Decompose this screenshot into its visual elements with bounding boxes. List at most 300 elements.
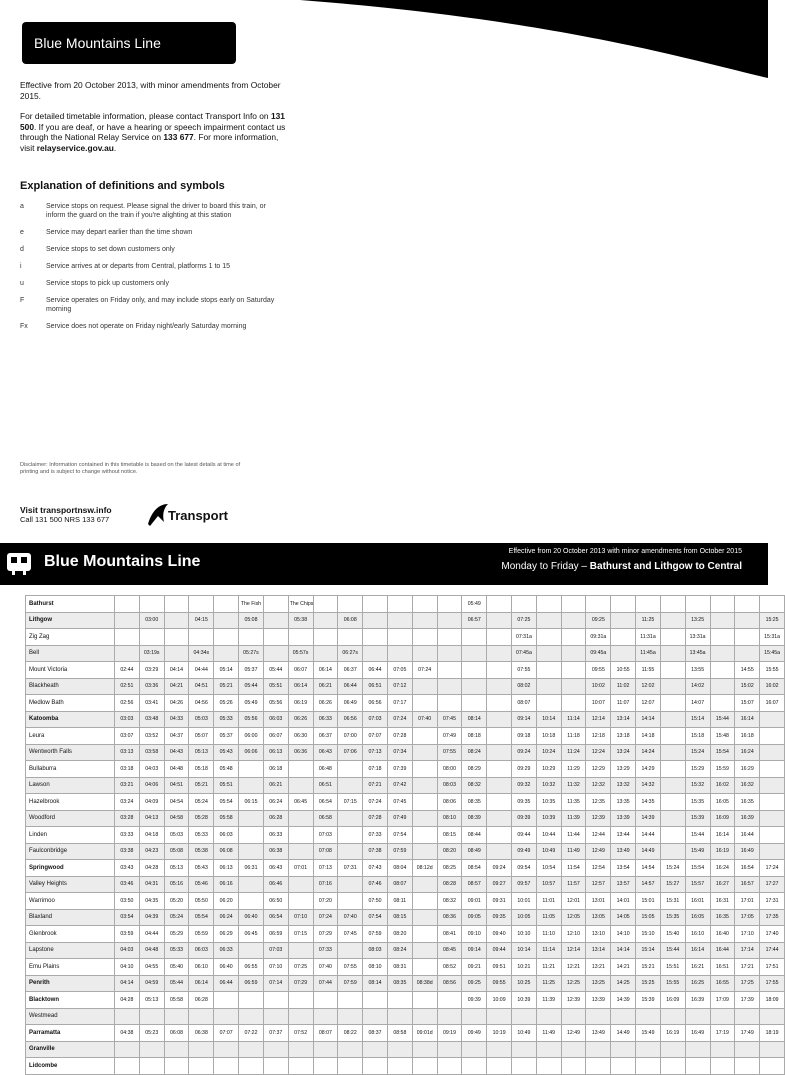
time-cell — [313, 629, 338, 646]
time-cell — [710, 662, 735, 679]
time-cell: 16:29 — [735, 761, 760, 778]
time-cell: 05:27s — [239, 645, 264, 662]
time-cell: 06:45 — [288, 794, 313, 811]
time-cell — [387, 992, 412, 1009]
time-cell: 13:14 — [611, 711, 636, 728]
time-cell: 07:05 — [387, 662, 412, 679]
time-cell: 04:14 — [115, 975, 140, 992]
timetable-row — [26, 662, 785, 679]
time-cell: 06:28 — [263, 810, 288, 827]
time-cell: 10:19 — [487, 1025, 512, 1042]
time-cell — [636, 596, 661, 613]
time-cell: 03:36 — [139, 678, 164, 695]
time-cell: 15:31a — [760, 629, 785, 646]
disclaimer: Disclaimer: Information contained in this timetable is based on the latest details at time of printing and is subject to change without notice. — [20, 462, 241, 475]
time-cell — [214, 645, 239, 662]
time-cell — [487, 662, 512, 679]
time-cell: 08:14 — [462, 711, 487, 728]
time-cell: 12:14 — [561, 942, 586, 959]
time-cell: 10:14 — [536, 711, 561, 728]
time-cell: 05:21 — [214, 678, 239, 695]
time-cell — [487, 645, 512, 662]
time-cell: 07:14 — [263, 975, 288, 992]
time-cell — [189, 1058, 214, 1075]
time-cell — [412, 612, 437, 629]
time-cell: 07:40 — [412, 711, 437, 728]
time-cell: 11:31a — [636, 629, 661, 646]
time-cell: 16:05 — [685, 909, 710, 926]
time-cell — [338, 810, 363, 827]
time-cell: 05:49 — [239, 695, 264, 712]
time-cell: 10:49 — [536, 843, 561, 860]
time-cell — [288, 761, 313, 778]
time-cell: 06:56 — [363, 695, 388, 712]
timetable-row — [26, 827, 785, 844]
time-cell: 07:42 — [387, 777, 412, 794]
time-cell: 11:14 — [536, 942, 561, 959]
time-cell: 06:33 — [263, 827, 288, 844]
time-cell — [363, 1058, 388, 1075]
station-name: Wentworth Falls — [26, 744, 115, 761]
time-cell — [611, 1008, 636, 1025]
time-cell: 08:11 — [387, 893, 412, 910]
subtitle-separator: – — [578, 561, 590, 572]
time-cell: 05:59 — [189, 926, 214, 943]
time-cell: 07:44 — [313, 975, 338, 992]
time-cell — [412, 645, 437, 662]
time-cell — [263, 1041, 288, 1058]
time-cell: 08:00 — [437, 761, 462, 778]
time-cell — [412, 843, 437, 860]
time-cell: 03:00 — [139, 612, 164, 629]
time-cell: 08:18 — [462, 728, 487, 745]
time-cell: 06:20 — [214, 893, 239, 910]
time-cell: 06:21 — [313, 678, 338, 695]
time-cell — [437, 678, 462, 695]
time-cell: 17:49 — [735, 1025, 760, 1042]
definition-symbol: Fx — [20, 323, 28, 330]
time-cell: 17:40 — [760, 926, 785, 943]
time-cell: 16:25 — [685, 975, 710, 992]
time-cell: 07:46 — [363, 876, 388, 893]
time-cell: 07:15 — [288, 926, 313, 943]
time-cell: 06:43 — [313, 744, 338, 761]
time-cell — [288, 992, 313, 1009]
time-cell: 09:32 — [512, 777, 537, 794]
time-cell: 16:40 — [710, 926, 735, 943]
time-cell: 13:57 — [611, 876, 636, 893]
time-cell: 09:44 — [487, 942, 512, 959]
time-cell: 08:35 — [387, 975, 412, 992]
time-cell — [735, 1008, 760, 1025]
time-cell — [115, 596, 140, 613]
time-cell: 08:10 — [437, 810, 462, 827]
time-cell: 06:54 — [263, 909, 288, 926]
time-cell: 07:29 — [288, 975, 313, 992]
cover-title: Blue Mountains Line — [22, 22, 236, 64]
time-cell: 04:21 — [164, 678, 189, 695]
time-cell: 06:14 — [313, 662, 338, 679]
time-cell: 04:03 — [139, 761, 164, 778]
time-cell: 14:44 — [636, 827, 661, 844]
time-cell: 07:03 — [313, 827, 338, 844]
time-cell: 05:57s — [288, 645, 313, 662]
station-name: Katoomba — [26, 711, 115, 728]
time-cell: 06:08 — [338, 612, 363, 629]
time-cell: 11:54 — [561, 860, 586, 877]
time-cell: 15:27 — [660, 876, 685, 893]
time-cell: 06:03 — [189, 942, 214, 959]
effective-date: Effective from 20 October 2013, with minor amendments from October 2015. — [20, 80, 281, 101]
time-cell: 07:28 — [363, 810, 388, 827]
station-name: Hazelbrook — [26, 794, 115, 811]
time-cell — [263, 1058, 288, 1075]
time-cell: 15:24 — [660, 860, 685, 877]
definition-text: Service does not operate on Friday night/early Saturday morning — [46, 323, 247, 330]
time-cell: 08:58 — [387, 1025, 412, 1042]
time-cell — [760, 1008, 785, 1025]
time-cell: 04:35 — [139, 893, 164, 910]
time-cell: 08:24 — [387, 942, 412, 959]
time-cell: 05:43 — [189, 860, 214, 877]
timetable-row — [26, 777, 785, 794]
time-cell — [611, 612, 636, 629]
time-cell: 06:33 — [313, 711, 338, 728]
timetable-row — [26, 975, 785, 992]
time-cell: 04:28 — [115, 992, 140, 1009]
time-cell — [735, 1058, 760, 1075]
timetable-row — [26, 860, 785, 877]
time-cell — [660, 695, 685, 712]
time-cell: 11:07 — [611, 695, 636, 712]
time-cell: 11:39 — [561, 810, 586, 827]
time-cell: 17:55 — [760, 975, 785, 992]
time-cell: 11:39 — [536, 992, 561, 1009]
time-cell: 05:29 — [164, 926, 189, 943]
time-cell — [338, 876, 363, 893]
time-cell: 07:06 — [338, 744, 363, 761]
time-cell: 07:29 — [313, 926, 338, 943]
time-cell: 17:35 — [760, 909, 785, 926]
time-cell: 13:10 — [586, 926, 611, 943]
time-cell: 10:01 — [512, 893, 537, 910]
station-name: Lawson — [26, 777, 115, 794]
station-name: Penrith — [26, 975, 115, 992]
timetable-row — [26, 596, 785, 613]
time-cell — [710, 612, 735, 629]
station-name: Faulconbridge — [26, 843, 115, 860]
time-cell: 09:31a — [586, 629, 611, 646]
time-cell — [586, 1058, 611, 1075]
time-cell: 07:24 — [313, 909, 338, 926]
time-cell: 06:08 — [164, 1025, 189, 1042]
time-cell — [412, 596, 437, 613]
definition-symbol: d — [20, 246, 24, 253]
time-cell: 04:14 — [164, 662, 189, 679]
station-name: Blacktown — [26, 992, 115, 1009]
time-cell: 12:10 — [561, 926, 586, 943]
contact-info — [20, 111, 290, 153]
time-cell: 13:14 — [586, 942, 611, 959]
time-cell — [338, 1008, 363, 1025]
time-cell: 16:14 — [685, 942, 710, 959]
intro-text — [20, 80, 290, 163]
time-cell: 05:08 — [164, 843, 189, 860]
time-cell: 06:18 — [263, 761, 288, 778]
time-cell: 09:31 — [487, 893, 512, 910]
time-cell — [338, 777, 363, 794]
time-cell: 07:31 — [338, 860, 363, 877]
timetable-row — [26, 1041, 785, 1058]
time-cell: 10:05 — [512, 909, 537, 926]
time-cell: 02:44 — [115, 662, 140, 679]
definitions-heading: Explanation of definitions and symbols — [20, 180, 225, 192]
time-cell — [139, 629, 164, 646]
time-cell — [164, 1008, 189, 1025]
time-cell: 15:32 — [685, 777, 710, 794]
time-cell: 14:57 — [636, 876, 661, 893]
time-cell: 07:24 — [363, 794, 388, 811]
time-cell: 16:19 — [660, 1025, 685, 1042]
time-cell: 07:21 — [363, 777, 388, 794]
definition-item — [20, 262, 300, 271]
time-cell — [437, 629, 462, 646]
time-cell: 10:02 — [586, 678, 611, 695]
time-cell — [164, 645, 189, 662]
timetable-row — [26, 1058, 785, 1075]
time-cell — [263, 1008, 288, 1025]
time-cell — [462, 1058, 487, 1075]
time-cell — [239, 992, 264, 1009]
time-cell: 14:32 — [636, 777, 661, 794]
time-cell: 11:01 — [536, 893, 561, 910]
time-cell: 09:14 — [512, 711, 537, 728]
time-cell: 16:05 — [710, 794, 735, 811]
contact-tail: . — [113, 142, 117, 153]
time-cell: 17:51 — [760, 959, 785, 976]
timetable-row — [26, 1008, 785, 1025]
time-cell: 16:39 — [735, 810, 760, 827]
time-cell: 13:32 — [611, 777, 636, 794]
time-cell: 10:49 — [512, 1025, 537, 1042]
definition-symbol: F — [20, 297, 25, 304]
time-cell: 16:44 — [710, 942, 735, 959]
time-cell — [561, 596, 586, 613]
time-cell: 06:19 — [288, 695, 313, 712]
time-cell — [338, 942, 363, 959]
time-cell: 15:01 — [636, 893, 661, 910]
time-cell — [214, 992, 239, 1009]
time-cell — [288, 827, 313, 844]
time-cell: 07:07 — [363, 728, 388, 745]
time-cell — [412, 777, 437, 794]
time-cell — [139, 596, 164, 613]
time-cell: 05:23 — [139, 1025, 164, 1042]
time-cell — [338, 761, 363, 778]
time-cell — [760, 843, 785, 860]
time-cell — [363, 1008, 388, 1025]
time-cell: 05:07 — [189, 728, 214, 745]
time-cell — [487, 744, 512, 761]
time-cell: 11:49 — [536, 1025, 561, 1042]
time-cell: 15:10 — [636, 926, 661, 943]
time-cell — [263, 992, 288, 1009]
time-cell: 03:58 — [139, 744, 164, 761]
time-cell — [363, 629, 388, 646]
time-cell — [437, 662, 462, 679]
time-cell: The Fish — [239, 596, 264, 613]
time-cell: 08:12d — [412, 860, 437, 877]
timetable-table — [25, 595, 785, 1075]
time-cell: 12:44 — [586, 827, 611, 844]
time-cell — [611, 1058, 636, 1075]
time-cell: 06:07 — [263, 728, 288, 745]
time-cell: 08:02 — [512, 678, 537, 695]
time-cell: 13:44 — [611, 827, 636, 844]
time-cell: 12:39 — [586, 810, 611, 827]
time-cell: 04:10 — [115, 959, 140, 976]
definition-text: Service stops to pick up customers only — [46, 280, 169, 287]
time-cell — [487, 711, 512, 728]
time-cell: 15:21 — [636, 959, 661, 976]
time-cell — [288, 1058, 313, 1075]
time-cell — [710, 678, 735, 695]
time-cell — [636, 1008, 661, 1025]
timetable-row — [26, 942, 785, 959]
time-cell: 07:24 — [412, 662, 437, 679]
time-cell: 04:18 — [139, 827, 164, 844]
time-cell — [710, 645, 735, 662]
time-cell — [437, 612, 462, 629]
time-cell: 14:10 — [611, 926, 636, 943]
time-cell: 08:03 — [437, 777, 462, 794]
time-cell: 03:46 — [115, 876, 140, 893]
time-cell: 17:14 — [735, 942, 760, 959]
time-cell — [636, 1041, 661, 1058]
time-cell: 12:49 — [586, 843, 611, 860]
time-cell: 03:21 — [115, 777, 140, 794]
time-cell: 10:29 — [536, 761, 561, 778]
time-cell — [512, 1058, 537, 1075]
time-cell: 08:20 — [437, 843, 462, 860]
time-cell: 07:59 — [387, 843, 412, 860]
time-cell — [487, 629, 512, 646]
definition-item — [20, 296, 300, 314]
train-icon — [4, 549, 34, 577]
time-cell: 07:33 — [363, 827, 388, 844]
time-cell: 09:01 — [462, 893, 487, 910]
time-cell: 09:51 — [487, 959, 512, 976]
time-cell: 05:18 — [189, 761, 214, 778]
time-cell — [487, 728, 512, 745]
time-cell: 09:18 — [512, 728, 537, 745]
time-cell: 10:09 — [487, 992, 512, 1009]
time-cell — [487, 1058, 512, 1075]
time-cell — [660, 711, 685, 728]
time-cell: 04:33 — [164, 711, 189, 728]
time-cell: 08:07 — [387, 876, 412, 893]
time-cell: 03:59 — [115, 926, 140, 943]
time-cell — [387, 645, 412, 662]
timetable-subtitle — [501, 561, 742, 572]
time-cell — [288, 810, 313, 827]
time-cell — [437, 645, 462, 662]
time-cell: 08:38d — [412, 975, 437, 992]
time-cell — [735, 596, 760, 613]
time-cell: 09:35 — [487, 909, 512, 926]
time-cell: 08:32 — [462, 777, 487, 794]
station-name: Bell — [26, 645, 115, 662]
time-cell: 05:50 — [189, 893, 214, 910]
time-cell: 13:25 — [586, 975, 611, 992]
definition-item — [20, 202, 300, 220]
time-cell — [412, 810, 437, 827]
time-cell: 11:35 — [561, 794, 586, 811]
time-cell — [487, 596, 512, 613]
station-name: Blaxland — [26, 909, 115, 926]
time-cell — [115, 645, 140, 662]
time-cell: 10:57 — [536, 876, 561, 893]
time-cell: 14:07 — [685, 695, 710, 712]
time-cell — [487, 827, 512, 844]
time-cell — [239, 1008, 264, 1025]
time-cell: 07:10 — [263, 959, 288, 976]
time-cell: 06:38 — [263, 843, 288, 860]
time-cell: 07:28 — [387, 728, 412, 745]
time-cell: 09:14 — [462, 942, 487, 959]
station-name: Emu Plains — [26, 959, 115, 976]
time-cell: 05:33 — [214, 711, 239, 728]
time-cell: 03:29 — [139, 662, 164, 679]
time-cell: 07:13 — [363, 744, 388, 761]
timetable — [25, 595, 780, 1069]
time-cell: 07:55 — [338, 959, 363, 976]
timetable-row — [26, 843, 785, 860]
time-cell: 04:31 — [139, 876, 164, 893]
time-cell: 05:24 — [189, 794, 214, 811]
time-cell: 05:03 — [189, 711, 214, 728]
time-cell — [363, 645, 388, 662]
relay-site-link[interactable]: relayservice.gov.au — [36, 142, 114, 153]
time-cell: 06:08 — [214, 843, 239, 860]
time-cell — [239, 1041, 264, 1058]
time-cell: 15:24 — [685, 744, 710, 761]
time-cell: 11:18 — [561, 728, 586, 745]
time-cell — [561, 645, 586, 662]
time-cell: 06:16 — [214, 876, 239, 893]
time-cell: 09:35 — [512, 794, 537, 811]
time-cell: 07:45a — [512, 645, 537, 662]
time-cell: 05:46 — [189, 876, 214, 893]
time-cell — [710, 629, 735, 646]
definition-text: Service stops on request. Please signal the driver to board this train, or inform the guard on the train if you're alighting at this station — [46, 203, 266, 219]
time-cell: 06:21 — [263, 777, 288, 794]
visit-link[interactable]: Visit transportnsw.info — [20, 505, 112, 515]
time-cell: 06:14 — [189, 975, 214, 992]
time-cell — [164, 596, 189, 613]
time-cell — [412, 942, 437, 959]
time-cell — [338, 1041, 363, 1058]
time-cell: 09:44 — [512, 827, 537, 844]
time-cell — [437, 695, 462, 712]
time-cell — [462, 645, 487, 662]
time-cell — [561, 1041, 586, 1058]
time-cell: 03:24 — [115, 794, 140, 811]
time-cell — [561, 678, 586, 695]
time-cell — [239, 942, 264, 959]
time-cell: 12:39 — [561, 992, 586, 1009]
time-cell: 15:59 — [710, 761, 735, 778]
